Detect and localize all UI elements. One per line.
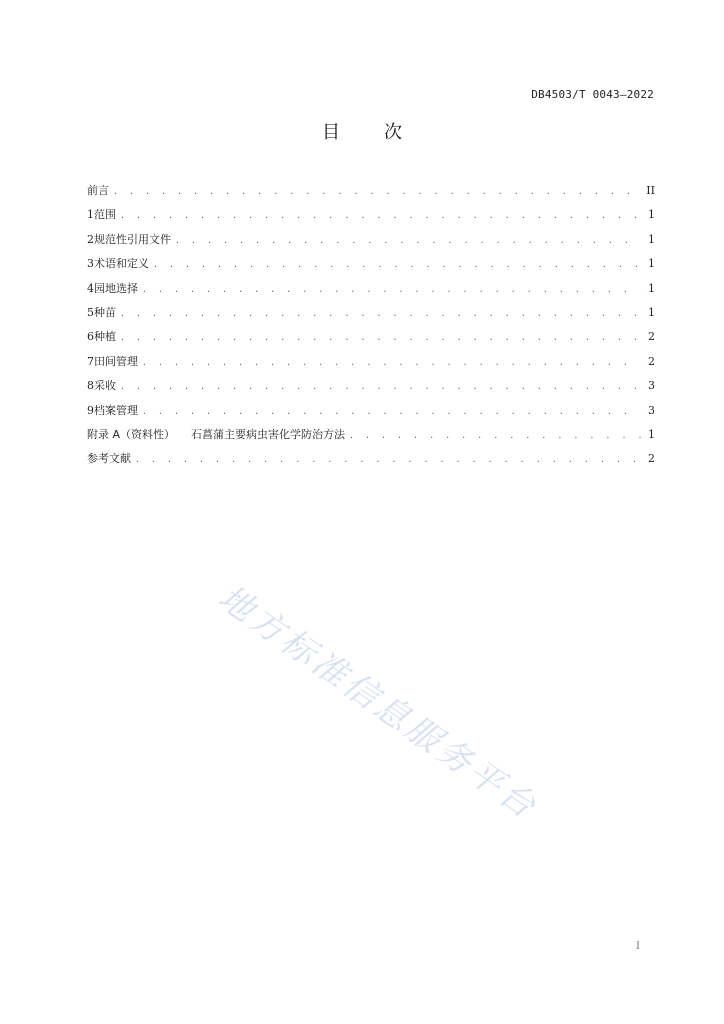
toc-entry-number: 1 bbox=[87, 208, 94, 222]
toc-entry-number: 4 bbox=[87, 281, 94, 295]
toc-title-char-2: 次 bbox=[384, 122, 402, 143]
table-of-contents bbox=[87, 181, 655, 474]
toc-entry-number: 8 bbox=[87, 379, 94, 393]
toc-entry-record-management[interactable] bbox=[87, 401, 655, 425]
toc-entry-page: 2 bbox=[648, 354, 655, 368]
toc-entry-label: 种植 bbox=[94, 330, 116, 344]
toc-entry-page: II bbox=[646, 184, 655, 197]
toc-entry-site-selection[interactable] bbox=[87, 279, 655, 303]
toc-entry-label: 田间管理 bbox=[94, 354, 138, 368]
document-code: DB4503/T 0043—2022 bbox=[531, 88, 654, 101]
toc-entry-number: 2 bbox=[87, 232, 94, 246]
toc-entry-terms-definitions[interactable] bbox=[87, 254, 655, 278]
toc-entry-scope[interactable] bbox=[87, 205, 655, 229]
toc-leader-dots bbox=[349, 426, 641, 446]
toc-entry-foreword[interactable] bbox=[87, 181, 655, 205]
toc-entry-number: 7 bbox=[87, 354, 94, 368]
toc-entry-page: 3 bbox=[648, 403, 655, 417]
toc-leader-dots bbox=[135, 450, 641, 470]
toc-entry-label: 前言 bbox=[87, 184, 109, 197]
toc-entry-field-management[interactable] bbox=[87, 352, 655, 376]
toc-leader-dots bbox=[113, 182, 641, 202]
toc-leader-dots bbox=[142, 280, 641, 300]
toc-entry-page: 1 bbox=[648, 427, 655, 441]
toc-entry-number: 3 bbox=[87, 257, 94, 271]
toc-entry-normative-references[interactable] bbox=[87, 230, 655, 254]
toc-leader-dots bbox=[120, 328, 641, 348]
toc-entry-page: 1 bbox=[648, 305, 655, 319]
toc-entry-page: 3 bbox=[648, 379, 655, 393]
toc-leader-dots bbox=[120, 377, 641, 397]
toc-entry-label bbox=[87, 425, 345, 445]
page-number: I bbox=[636, 941, 640, 952]
toc-entry-number: 9 bbox=[87, 403, 94, 417]
toc-entry-number: 5 bbox=[87, 305, 94, 319]
toc-entry-bibliography[interactable] bbox=[87, 449, 655, 473]
toc-entry-number: 6 bbox=[87, 330, 94, 344]
toc-entry-seedlings[interactable] bbox=[87, 303, 655, 327]
toc-entry-label: 术语和定义 bbox=[94, 257, 149, 271]
toc-leader-dots bbox=[120, 206, 641, 226]
toc-title-char-1: 目 bbox=[322, 122, 340, 143]
toc-entry-label: 园地选择 bbox=[94, 281, 138, 295]
toc-entry-label: 规范性引用文件 bbox=[94, 232, 171, 246]
toc-entry-label: 范围 bbox=[94, 208, 116, 222]
appendix-prefix: 附录 A（资料性） bbox=[87, 427, 176, 441]
toc-entry-planting[interactable] bbox=[87, 327, 655, 351]
toc-entry-page: 1 bbox=[648, 281, 655, 295]
toc-entry-page: 1 bbox=[648, 208, 655, 222]
toc-leader-dots bbox=[153, 255, 641, 275]
toc-leader-dots bbox=[175, 231, 641, 251]
toc-entry-page: 2 bbox=[648, 452, 655, 466]
toc-title bbox=[0, 118, 724, 144]
toc-leader-dots bbox=[120, 304, 641, 324]
toc-entry-page: 2 bbox=[648, 330, 655, 344]
toc-entry-harvest[interactable] bbox=[87, 376, 655, 400]
toc-entry-label: 参考文献 bbox=[87, 452, 131, 466]
toc-entry-page: 1 bbox=[648, 257, 655, 271]
appendix-title: 石菖蒲主要病虫害化学防治方法 bbox=[191, 427, 346, 441]
toc-leader-dots bbox=[142, 353, 641, 373]
toc-entry-page: 1 bbox=[648, 232, 655, 246]
toc-entry-appendix-a[interactable] bbox=[87, 425, 655, 449]
toc-entry-label: 种苗 bbox=[94, 305, 116, 319]
toc-entry-label: 档案管理 bbox=[94, 403, 138, 417]
toc-entry-label: 采收 bbox=[94, 379, 116, 393]
toc-leader-dots bbox=[142, 402, 641, 422]
watermark: 地方标准信息服务平台 bbox=[210, 577, 546, 829]
